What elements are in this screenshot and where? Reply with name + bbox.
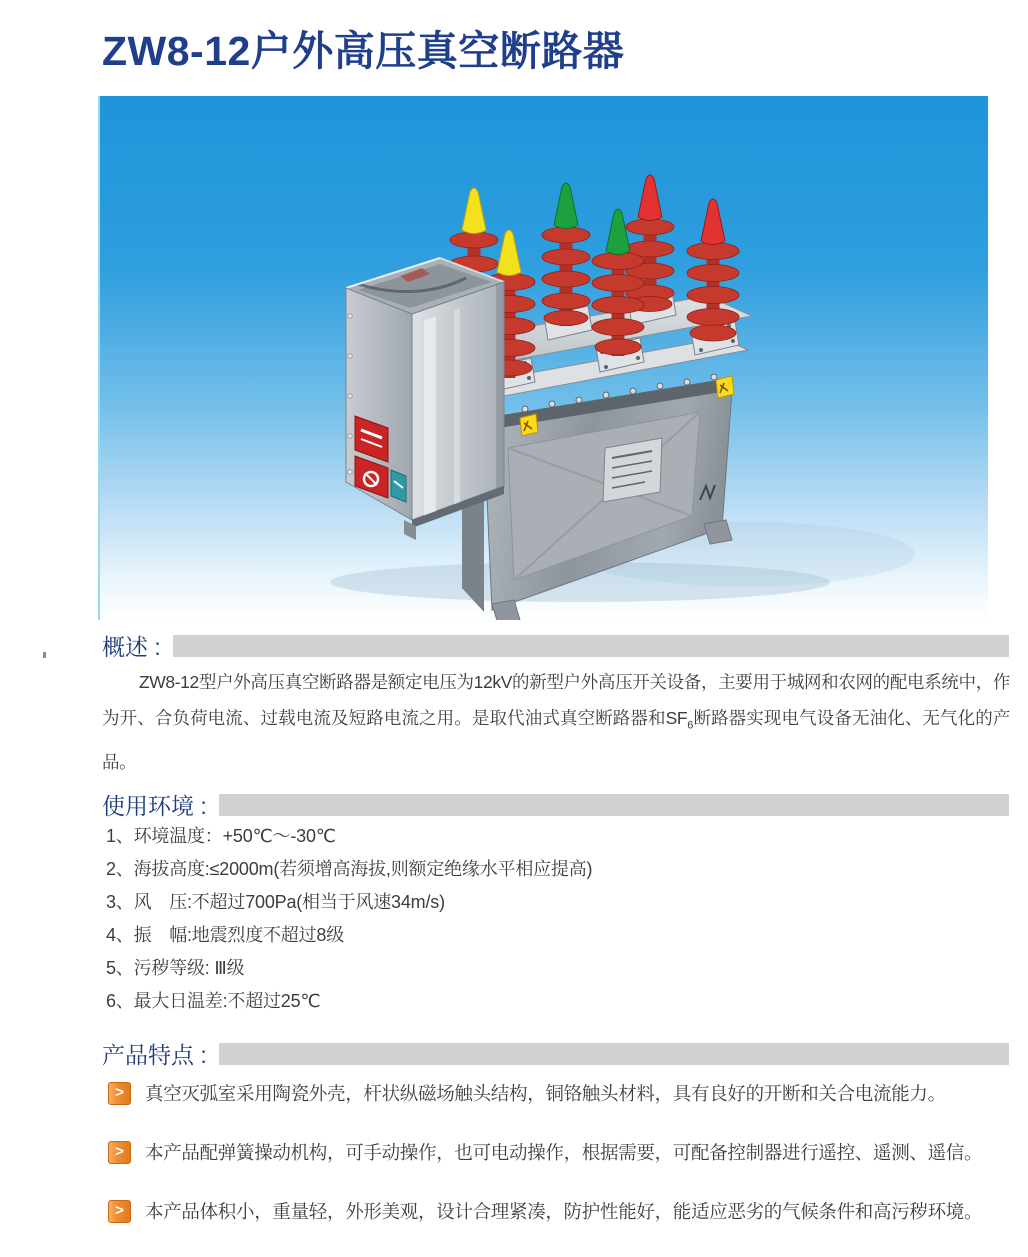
overview-heading: 概述 : bbox=[102, 634, 161, 660]
environment-heading: 使用环境 : bbox=[102, 793, 207, 819]
sf6-subscript: 6 bbox=[687, 719, 693, 732]
feature-row bbox=[108, 1198, 1009, 1224]
overview-paragraph bbox=[102, 664, 1010, 780]
overview-text-part2: 断路器实现电气设备无油化、无气化的产品。 bbox=[102, 708, 1010, 772]
feature-row bbox=[108, 1080, 1009, 1106]
page-title: ZW8-12户外高压真空断路器 bbox=[102, 28, 625, 74]
feature-text-compact-design: 本产品体积小，重量轻，外形美观，设计合理紧凑，防护性能好，能适应恶劣的气候条件和高污秽环境。 bbox=[145, 1201, 983, 1222]
environment-item-altitude: 2、海拔高度:≤2000m(若须增高海拔,则额定绝缘水平相应提高) bbox=[106, 859, 593, 879]
sf6-label: SF bbox=[665, 708, 688, 728]
overview-text-part1: ZW8-12型户外高压真空断路器是额定电压为12kV的新型户外高压开关设备，主要用于城网和农网的配电系统中，作为开、合负荷电流、过载电流及短路电流之用。是取代油式真空断路器和 bbox=[102, 672, 1010, 728]
product-photo bbox=[98, 96, 988, 620]
features-heading: 产品特点 : bbox=[102, 1042, 207, 1068]
bushing-red-front bbox=[687, 199, 739, 355]
chevron-bullet-icon: > bbox=[108, 1141, 131, 1164]
nameplate bbox=[603, 438, 662, 502]
environment-heading-bar bbox=[219, 794, 1009, 816]
chevron-bullet-icon: > bbox=[108, 1082, 131, 1105]
feature-row bbox=[108, 1139, 1009, 1165]
environment-item-vibration: 4、振 幅:地震烈度不超过8级 bbox=[106, 925, 345, 945]
overview-section-header bbox=[102, 629, 1009, 662]
environment-item-temperature: 1、环境温度：+50℃～-30℃ bbox=[106, 826, 336, 846]
stray-ink-dot bbox=[43, 652, 46, 658]
label-teal bbox=[391, 470, 406, 502]
bushing-green-rear bbox=[542, 183, 592, 340]
overview-heading-bar bbox=[173, 635, 1009, 657]
feature-text-interrupter: 真空灭弧室采用陶瓷外壳，杆状纵磁场触头结构，铜铬触头材料，具有良好的开断和关合电流能力。 bbox=[145, 1083, 946, 1104]
tank-foot bbox=[492, 600, 520, 620]
environment-section-header bbox=[102, 788, 1009, 821]
features-heading-bar bbox=[219, 1043, 1009, 1065]
feature-text-mechanism: 本产品配弹簧操动机构，可手动操作，也可电动操作，根据需要，可配备控制器进行遥控、遥测、遥信。 bbox=[145, 1142, 983, 1163]
product-photo-illustration bbox=[100, 96, 988, 620]
environment-item-wind-pressure: 3、风 压:不超过700Pa(相当于风速34m/s) bbox=[106, 892, 445, 912]
features-section-header bbox=[102, 1037, 1009, 1070]
environment-item-daily-temp-range: 6、最大日温差:不超过25℃ bbox=[106, 991, 321, 1011]
environment-list bbox=[106, 820, 1009, 1018]
chevron-bullet-icon: > bbox=[108, 1200, 131, 1223]
left-tank bbox=[346, 258, 504, 540]
features-list bbox=[108, 1080, 1009, 1257]
environment-item-pollution-level: 5、污秽等级: Ⅲ级 bbox=[106, 958, 245, 978]
